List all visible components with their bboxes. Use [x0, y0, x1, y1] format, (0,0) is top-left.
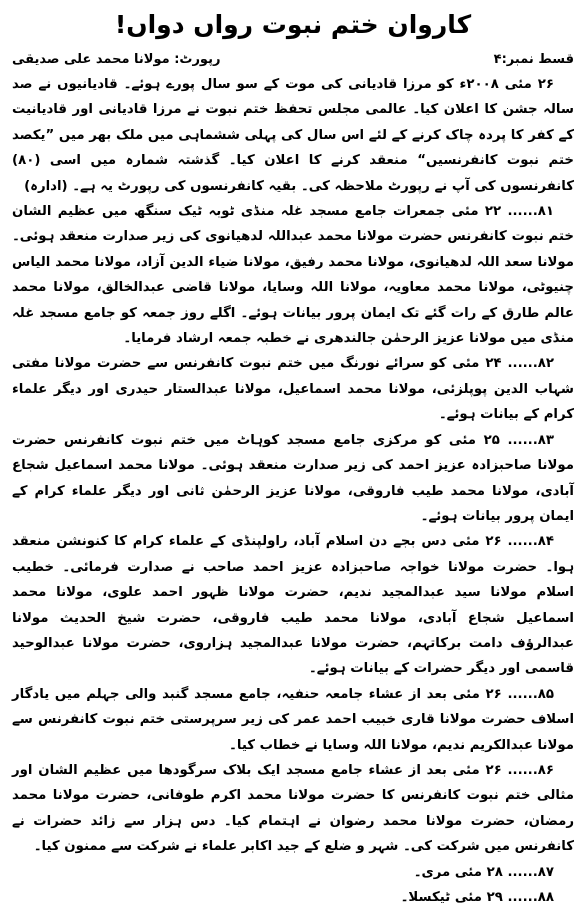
- report-paragraph-82: ۸۲...... ۲۴ مئی کو سرائے نورنگ میں ختم نبوت کانفرنس سے حضرت مولانا مفتی شہاب الدین پوپلزئی، مولانا محمد اسماعیل، مولانا عبدالستار حیدری اور دیگر علماء کرام کے بیانات ہوئے۔: [12, 356, 574, 423]
- report-paragraph-86: ۸۶...... ۲۶ مئی بعد از عشاء جامع مسجد ایک بلاک سرگودھا میں عظیم الشان اور مثالی ختم نبوت کانفرنس کا حضرت مولانا محمد اکرم طوفانی، حضرت مولانا محمد رمضان، حضرت مولانا محمد رضوان نے اہتمام کیا۔ دس ہزار سے زائد حضرات نے کانفرنس میں شرکت کی۔ شہر و ضلع کے جید اکابر علماء نے شرکت سے ممنون کیا۔: [12, 762, 574, 855]
- report-paragraph-81: ۸۱...... ۲۲ مئی جمعرات جامع مسجد غلہ منڈی ٹوبہ ٹیک سنگھ میں عظیم الشان ختم نبوت کانفرنس حضرت مولانا محمد عبداللہ لدھیانوی کی زیر صدارت منعقد ہوئی۔ مولانا سعد اللہ لدھیانوی، مولانا محمد رفیق، مولانا ضیاء الدین آزاد، مولانا محمد الیاس چنیوٹی، مولانا محمد معاویہ، مولانا اللہ وسایا، مولانا قاضی عبدالخالق، مولانا محمد عالم طارق کے رات گئے تک ایمان پرور بیانات ہوئے۔ اگلے روز جمعہ کو جامع مسجد غلہ منڈی میں مولانا عزیز الرحمٰن جالندھری نے خطبہ جمعہ ارشاد فرمایا۔: [12, 204, 574, 347]
- article-meta: [12, 50, 574, 70]
- reporter-credit: رپورٹ: مولانا محمد علی صدیقی: [12, 52, 221, 67]
- report-item-87: ۸۷...... ۲۸ مئی مری۔: [413, 864, 554, 880]
- report-paragraph-84: ۸۴...... ۲۶ مئی دس بجے دن اسلام آباد، راولپنڈی کے علماء کرام کا کنونشن منعقد ہوا۔ حضرت مولانا خواجہ صاحبزادہ عزیز احمد صاحب نے صدارت فرمائی۔ خطیب اسلام مولانا سید عبدالمجید ندیم، حضرت مولانا ظہور احمد علوی، مولانا محمد اسماعیل شجاع آبادی، مولانا محمد طیب فاروقی، حضرت شیخ الحدیث مولانا عبدالرؤف دامت برکاتہم، حضرت مولانا عبدالمجید ہزاروی، حضرت مولانا عبدالوحید قاسمی اور دیگر حضرات کے بیانات ہوئے۔: [12, 534, 574, 677]
- installment-number: قسط نمبر:۴: [493, 52, 574, 67]
- report-item-88: ۸۸...... ۲۹ مئی ٹیکسلا۔: [400, 890, 554, 905]
- article-body: [12, 72, 574, 910]
- page-title: کاروان ختم نبوت رواں دواں!: [114, 10, 472, 39]
- report-paragraph-85: ۸۵...... ۲۶ مئی بعد از عشاء جامعہ حنفیہ، جامع مسجد گنبد والی جہلم میں یادگار اسلاف حضرت مولانا قاری خبیب احمد عمر کی زیر سرپرستی ختم نبوت کانفرنس سے مولانا عبدالکریم ندیم، مولانا اللہ وسایا نے خطاب کیا۔: [12, 686, 574, 753]
- report-paragraph-83: ۸۳...... ۲۵ مئی کو مرکزی جامع مسجد کوہاٹ میں ختم نبوت کانفرنس حضرت مولانا صاحبزادہ عزیز احمد کی زیر صدارت منعقد ہوئی۔ مولانا محمد اسماعیل شجاع آبادی، مولانا محمد طیب فاروقی، مولانا عزیز الرحمٰن ثانی اور دیگر علماء کرام کے ایمان پرور بیانات ہوئے۔: [12, 432, 574, 524]
- intro-paragraph: ۲۶ مئی ۲۰۰۸ء کو مرزا قادیانی کی موت کے سو سال پورے ہوئے۔ قادیانیوں نے صد سالہ جشن کا اعلان کیا۔ عالمی مجلس تحفظ ختم نبوت نے مرزا قادیانی اور قادیانیت کے کفر کا پردہ چاک کرنے کے لئے اس سال کی پہلی ششماہی میں ملک بھر میں ”یکصد ختم نبوت کانفرنسیں“ منعقد کرنے کا اعلان کیا۔ گذشتہ شمارہ میں اسی (۸۰) کانفرنسوں کی آپ نے رپورٹ ملاحظہ کی۔ بقیہ کانفرنسوں کی رپورٹ یہ ہے۔ (ادارہ): [12, 77, 574, 194]
